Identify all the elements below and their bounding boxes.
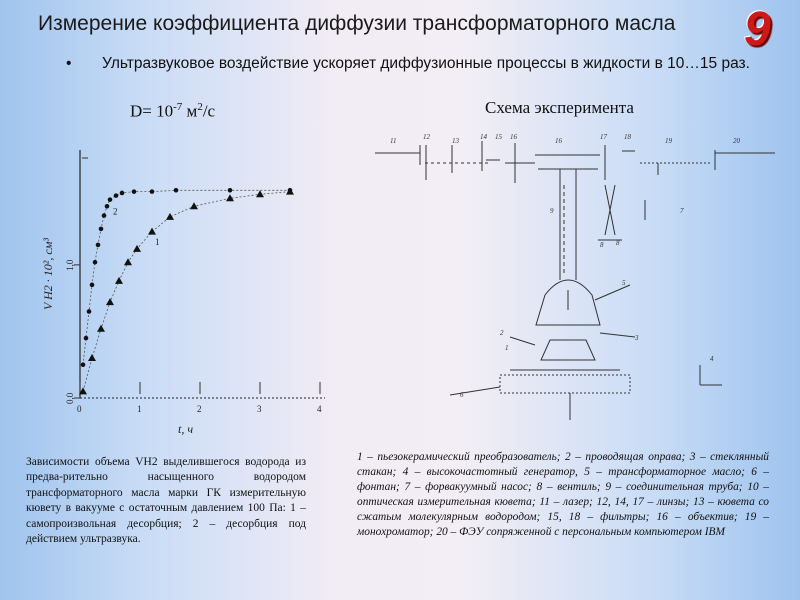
data-point-triangle — [97, 325, 105, 332]
scheme-part-label: 8 — [600, 241, 604, 249]
conductive-holder-2 — [500, 375, 630, 393]
series-curve-1 — [83, 192, 290, 392]
data-point-circle — [174, 188, 179, 193]
data-point-triangle — [88, 354, 96, 361]
bullet-text: Ультразвуковое воздействие ускоряет диффузионные процессы в жидкости в 10…15 раз. — [102, 55, 750, 72]
scheme-part-label: 9 — [550, 207, 554, 215]
data-point-circle — [93, 260, 98, 265]
data-point-circle — [84, 336, 89, 341]
x-axis-label: t, ч — [178, 422, 194, 435]
formula-unit-exponent: 2 — [197, 101, 203, 113]
data-point-triangle — [106, 298, 114, 305]
leader-3 — [600, 333, 635, 337]
x-tick-label: 4 — [317, 404, 322, 414]
bullet-dot-icon: • — [66, 55, 72, 72]
slide-title: Измерение коэффициента диффузии трансформаторного масла — [38, 12, 676, 35]
scheme-part-label: 3 — [635, 334, 639, 342]
diffusion-formula — [130, 101, 215, 122]
scheme-part-label: 8 — [616, 239, 620, 247]
formula-suffix: /c — [202, 101, 216, 121]
data-point-circle — [105, 204, 110, 209]
scheme-part-label: 18 — [624, 133, 631, 141]
leader-1 — [510, 337, 535, 345]
data-point-circle — [99, 227, 104, 232]
data-point-circle — [114, 193, 119, 198]
data-point-circle — [228, 188, 233, 193]
y-tick-label: 1,0 — [65, 259, 75, 271]
x-tick-label: 3 — [257, 404, 262, 414]
data-point-circle — [87, 309, 92, 314]
y-tick-label: 0,0 — [65, 392, 75, 404]
scheme-part-label: 4 — [710, 355, 714, 363]
formula-prefix: D= 10 — [130, 101, 174, 121]
data-point-circle — [81, 362, 86, 367]
x-tick-label: 0 — [77, 404, 82, 414]
data-point-circle — [102, 213, 107, 218]
scheme-part-label: 6 — [460, 391, 464, 399]
data-point-triangle — [124, 258, 132, 265]
data-point-circle — [150, 189, 155, 194]
leader-5 — [595, 285, 630, 300]
piezo-transducer-1 — [541, 340, 595, 360]
data-point-triangle — [115, 277, 123, 284]
scheme-part-label: 2 — [500, 329, 504, 337]
scheme-part-label: 11 — [390, 137, 397, 145]
curve-label: 2 — [113, 206, 118, 217]
data-point-circle — [108, 197, 113, 202]
scheme-part-label: 16 — [510, 133, 517, 141]
bullet-item — [66, 56, 756, 72]
scheme-part-label: 17 — [600, 133, 607, 141]
series-curve-2 — [83, 190, 290, 364]
scheme-part-label: 14 — [480, 133, 487, 141]
data-point-circle — [96, 243, 101, 248]
curve-label: 1 — [155, 236, 160, 247]
data-point-triangle — [256, 190, 264, 197]
data-point-triangle — [166, 213, 174, 220]
scheme-part-label: 15 — [495, 133, 502, 141]
formula-unit: м — [182, 101, 198, 121]
chart-caption: Зависимости объема VН2 выделившегося водорода из предва-рительно насыщенного водородом трансформаторного масла марки ГК измерительную кювету в вакууме с остаточным давлением 100 Па: 1 – самопроизвольная десорбция; 2 – десорбция под действием ультразвука. — [26, 456, 306, 546]
data-point-circle — [132, 189, 137, 194]
scheme-part-label: 19 — [665, 137, 672, 145]
data-point-circle — [90, 283, 95, 288]
slide-number: 9 — [744, 3, 771, 56]
x-tick-label: 2 — [197, 404, 202, 414]
scheme-part-label: 20 — [733, 137, 740, 145]
y-axis-label: V Н2 · 10², см³ — [41, 238, 55, 310]
scheme-part-label: 13 — [452, 137, 459, 145]
scheme-part-label: 7 — [680, 207, 684, 215]
desorption-chart — [30, 150, 330, 435]
scheme-part-label: 12 — [423, 133, 430, 141]
leader-line — [450, 387, 500, 395]
data-point-circle — [120, 191, 125, 196]
formula-exponent: -7 — [173, 101, 183, 113]
scheme-part-label: 16 — [555, 137, 562, 145]
scheme-part-label: 5 — [622, 279, 626, 287]
scheme-part-label: 1 — [505, 344, 509, 352]
scheme-title: Схема эксперимента — [485, 98, 634, 117]
data-point-triangle — [148, 228, 156, 235]
data-point-triangle — [286, 188, 294, 195]
experiment-scheme — [360, 125, 790, 425]
x-tick-label: 1 — [137, 404, 142, 414]
scheme-legend: 1 – пьезокерамический преобразователь; 2 – проводящая оправа; 3 – стеклянный стакан; 4 – высокочастотный генератор, 5 – трансформаторное масло; 6 – фонтан; 7 – форвакуумный насос; 8 – вентиль; 9 – соединительная труба; 10 – оптическая измерительная кювета; 11 – лазер; 12, 14, 17 – линзы; 13 – кювета со сжатым молекулярным водородом; 15, 18 – фильтры; 16 – объектив; 19 – монохроматор; 20 – ФЭУ сопряженной с персональным компьютером IBM — [357, 451, 769, 538]
